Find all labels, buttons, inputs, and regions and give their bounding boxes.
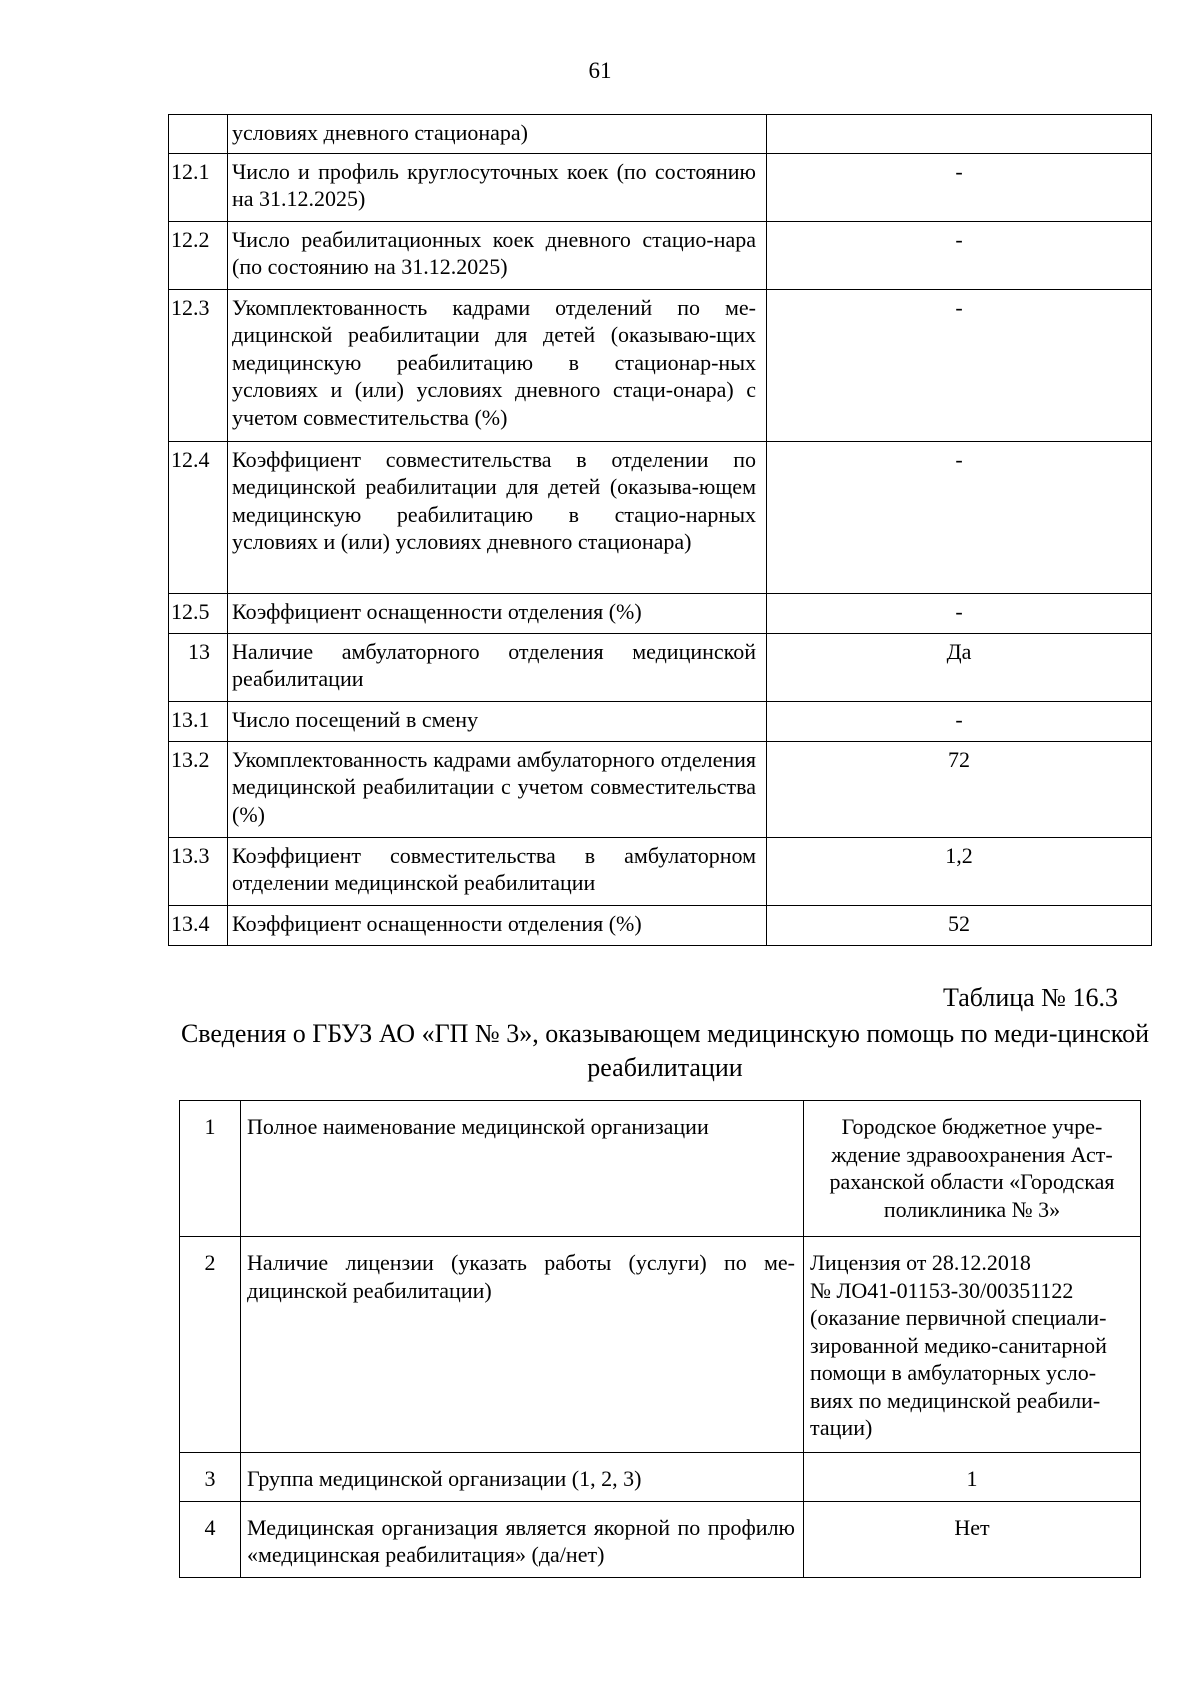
table-row — [180, 1101, 1141, 1237]
row-value: - — [767, 441, 1152, 593]
table-label: Таблица № 16.3 — [942, 983, 1118, 1012]
row-number: 4 — [180, 1501, 241, 1577]
row-number: 13.1 — [169, 701, 228, 741]
table-row — [169, 221, 1152, 289]
row-value: Нет — [804, 1501, 1141, 1577]
table-title: Сведения о ГБУЗ АО «ГП № 3», оказывающем медицинскую помощь по меди-цинской реабилитации — [180, 1019, 1150, 1082]
table-row — [169, 701, 1152, 741]
row-description: Коэффициент оснащенности отделения (%) — [228, 905, 767, 945]
row-description: Число реабилитационных коек дневного стацио-нара (по состоянию на 31.12.2025) — [228, 221, 767, 289]
row-number: 13.2 — [169, 741, 228, 837]
row-value: - — [767, 289, 1152, 441]
row-number: 12.5 — [169, 593, 228, 633]
row-number: 2 — [180, 1237, 241, 1453]
row-value: 52 — [767, 905, 1152, 945]
row-description: Укомплектованность кадрами амбулаторного отделения медицинской реабилитации с учетом совместительства (%) — [228, 741, 767, 837]
row-description: Наличие лицензии (указать работы (услуги) по ме-дицинской реабилитации) — [241, 1237, 804, 1453]
row-description: Группа медицинской организации (1, 2, 3) — [241, 1453, 804, 1502]
row-number: 12.3 — [169, 289, 228, 441]
table-row — [169, 905, 1152, 945]
page-number: 61 — [588, 58, 612, 83]
row-value: Городское бюджетное учре-ждение здравоохранения Аст-раханской области «Городская поликлиника № 3» — [804, 1101, 1141, 1237]
table-row — [169, 115, 1152, 154]
row-description: Наличие амбулаторного отделения медицинской реабилитации — [228, 633, 767, 701]
row-number: 12.2 — [169, 221, 228, 289]
row-value: - — [767, 701, 1152, 741]
row-number: 12.1 — [169, 153, 228, 221]
row-number: 3 — [180, 1453, 241, 1502]
row-description: Укомплектованность кадрами отделений по ме-дицинской реабилитации для детей (оказываю-щих медицинскую реабилитацию в стационар-ных условиях и (или) условиях дневного стаци-онара) с учетом совместительства (%) — [228, 289, 767, 441]
row-description: Полное наименование медицинской организации — [241, 1101, 804, 1237]
row-description: условиях дневного стационара) — [228, 115, 767, 154]
row-description: Медицинская организация является якорной по профилю «медицинская реабилитация» (да/нет) — [241, 1501, 804, 1577]
row-number: 13.4 — [169, 905, 228, 945]
table-row — [180, 1501, 1141, 1577]
row-description: Число и профиль круглосуточных коек (по состоянию на 31.12.2025) — [228, 153, 767, 221]
row-number: 13.3 — [169, 837, 228, 905]
table-row — [169, 837, 1152, 905]
row-number — [169, 115, 228, 154]
row-number: 12.4 — [169, 441, 228, 593]
row-value: Лицензия от 28.12.2018 № ЛО41-01153-30/00351122 (оказание первичной специали-зированной медико-санитарной помощи в амбулаторных усло-виях по медицинской реабили-тации) — [804, 1237, 1141, 1453]
row-value: 1,2 — [767, 837, 1152, 905]
row-description: Коэффициент совместительства в амбулаторном отделении медицинской реабилитации — [228, 837, 767, 905]
table-row — [169, 441, 1152, 593]
row-value — [767, 115, 1152, 154]
row-value: - — [767, 593, 1152, 633]
row-value: 72 — [767, 741, 1152, 837]
row-description: Коэффициент оснащенности отделения (%) — [228, 593, 767, 633]
table-row — [180, 1453, 1141, 1502]
row-number: 13 — [169, 633, 228, 701]
row-description: Коэффициент совместительства в отделении по медицинской реабилитации для детей (оказыва-ющем медицинскую реабилитацию в стацио-нарных условиях и (или) условиях дневного стационара) — [228, 441, 767, 593]
rehab-indicators-table — [168, 114, 1152, 946]
table-row — [169, 289, 1152, 441]
row-value: - — [767, 221, 1152, 289]
table-row — [169, 593, 1152, 633]
row-value: Да — [767, 633, 1152, 701]
row-value: - — [767, 153, 1152, 221]
table-row — [180, 1237, 1141, 1453]
row-description: Число посещений в смену — [228, 701, 767, 741]
row-number: 1 — [180, 1101, 241, 1237]
organization-info-table — [179, 1100, 1141, 1578]
row-value: 1 — [804, 1453, 1141, 1502]
table-row — [169, 633, 1152, 701]
table-row — [169, 741, 1152, 837]
table-row — [169, 153, 1152, 221]
